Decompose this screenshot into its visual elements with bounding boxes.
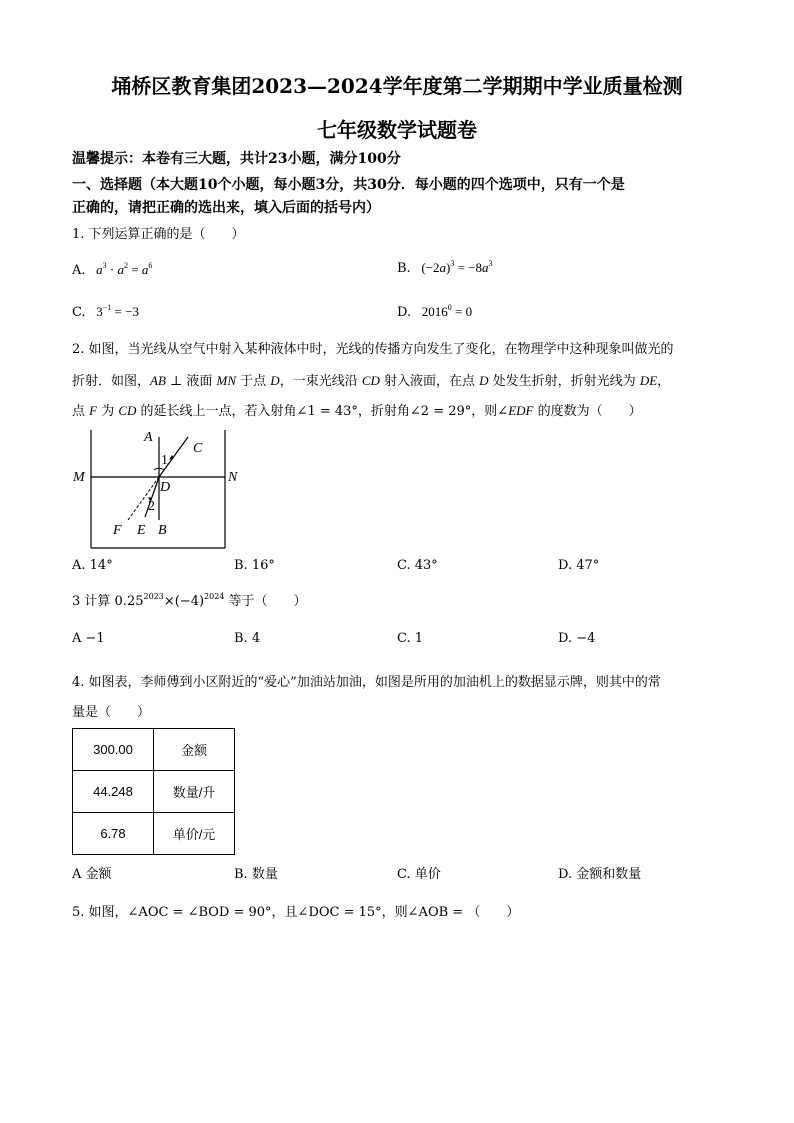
label-m: M <box>73 470 85 485</box>
q1-option-d-rhs: = 0 <box>451 304 473 319</box>
q1-option-c-rhs: = −3 <box>111 304 139 319</box>
table-row <box>73 813 235 855</box>
label-f: F <box>113 523 122 538</box>
q1-stem: 1. 下列运算正确的是（ ） <box>72 227 245 242</box>
table-row <box>73 771 235 813</box>
q4-stem-line2: 量是（ ） <box>72 705 151 720</box>
q1-option-d-exp: 0 <box>447 303 452 312</box>
q4-stem-line1: 4. 如图表，李师傅到小区附近的“爱心”加油站加油，如图是所用的加油机上的数据显示牌，则其中的常 <box>72 675 661 690</box>
q1-option-c-base: 3 <box>96 304 103 319</box>
table-cell: 44.248 <box>73 771 154 813</box>
table-row <box>73 729 235 771</box>
q2-stem-line3: 点 F 为 CD 的延长线上一点，若入射角∠1 = 43°，折射角∠2 = 29°，则∠EDF 的度数为（ ） <box>72 403 642 419</box>
section1-instructions-line2: 正确的，请把正确的选出来，填入后面的括号内） <box>72 200 380 216</box>
q3-option-a: A −1 <box>72 631 105 646</box>
section1-instructions-line1: 一、选择题（本大题10个小题，每小题3分，共30分．每小题的四个选项中，只有一个是 <box>72 177 625 193</box>
q3-option-c: C. 1 <box>397 631 424 646</box>
q4-option-b: B. 数量 <box>234 867 278 882</box>
q1-option-b: B. $(-2a)^3 = -8a^3$ <box>397 259 493 276</box>
table-cell: 300.00 <box>73 729 154 771</box>
q2-option-d: D. 47° <box>558 558 600 573</box>
q2-option-c: C. 43° <box>397 558 438 573</box>
q2-option-a: A. 14° <box>72 558 113 573</box>
q1-option-b-label: B. <box>397 261 411 276</box>
q4-option-c: C. 单价 <box>397 867 441 882</box>
q3-option-d: D. −4 <box>558 631 596 646</box>
q3-option-b: B. 4 <box>234 631 261 646</box>
label-n: N <box>228 470 238 485</box>
q4-option-a: A 金额 <box>72 867 112 882</box>
q2-stem-line1: 2. 如图，当光线从空气中射入某种液体中时，光线的传播方向发生了变化，在物理学中这种现象叫做光的 <box>72 342 674 357</box>
q1-option-d-label: D. <box>397 305 412 320</box>
label-c: C <box>193 441 203 456</box>
label-angle-2: 2 <box>148 499 155 514</box>
table-cell: 6.78 <box>73 813 154 855</box>
q1-option-c-exp: −1 <box>102 303 112 312</box>
q2-stem-line2: 折射．如图，AB ⊥ 液面 MN 于点 D，一束光线沿 CD 射入液面，在点 D 处发生折射，折射光线为 DE， <box>72 373 671 389</box>
label-a: A <box>144 430 153 445</box>
label-b: B <box>158 523 167 538</box>
exam-title-line1: 埇桥区教育集团2023—2024学年度第二学期期中学业质量检测 <box>111 74 683 98</box>
table-cell: 单价/元 <box>154 813 235 855</box>
q1-option-c-label: C. <box>72 305 86 320</box>
q1-option-d-base: 2016 <box>421 304 448 319</box>
q2-refraction-figure <box>70 425 240 555</box>
q1-option-c <box>72 304 139 320</box>
exam-notice: 温馨提示：本卷有三大题，共计23小题，满分100分 <box>72 151 401 167</box>
table-cell: 数量/升 <box>154 771 235 813</box>
table-cell: 金额 <box>154 729 235 771</box>
label-d: D <box>160 480 171 495</box>
q4-option-d: D. 金额和数量 <box>558 867 642 882</box>
q1-option-a-label: A. <box>72 263 86 278</box>
fuel-pump-display-table <box>72 728 235 855</box>
q1-option-a: A. $a^3 \cdot a^2 = a^6$ <box>72 261 153 278</box>
exam-title-line2: 七年级数学试题卷 <box>317 118 477 142</box>
label-angle-1: 1 <box>161 453 168 468</box>
label-e: E <box>137 523 146 538</box>
q5-stem: 5. 如图，∠AOC = ∠BOD = 90°，且∠DOC = 15°，则∠AOB = （ ） <box>72 905 520 920</box>
q2-option-b: B. 16° <box>234 558 275 573</box>
q3-stem: 3 计算 $0.25^{2023}\times(-4)^{2024}$ 等于（ ） <box>72 592 307 609</box>
q1-option-d <box>397 304 472 320</box>
